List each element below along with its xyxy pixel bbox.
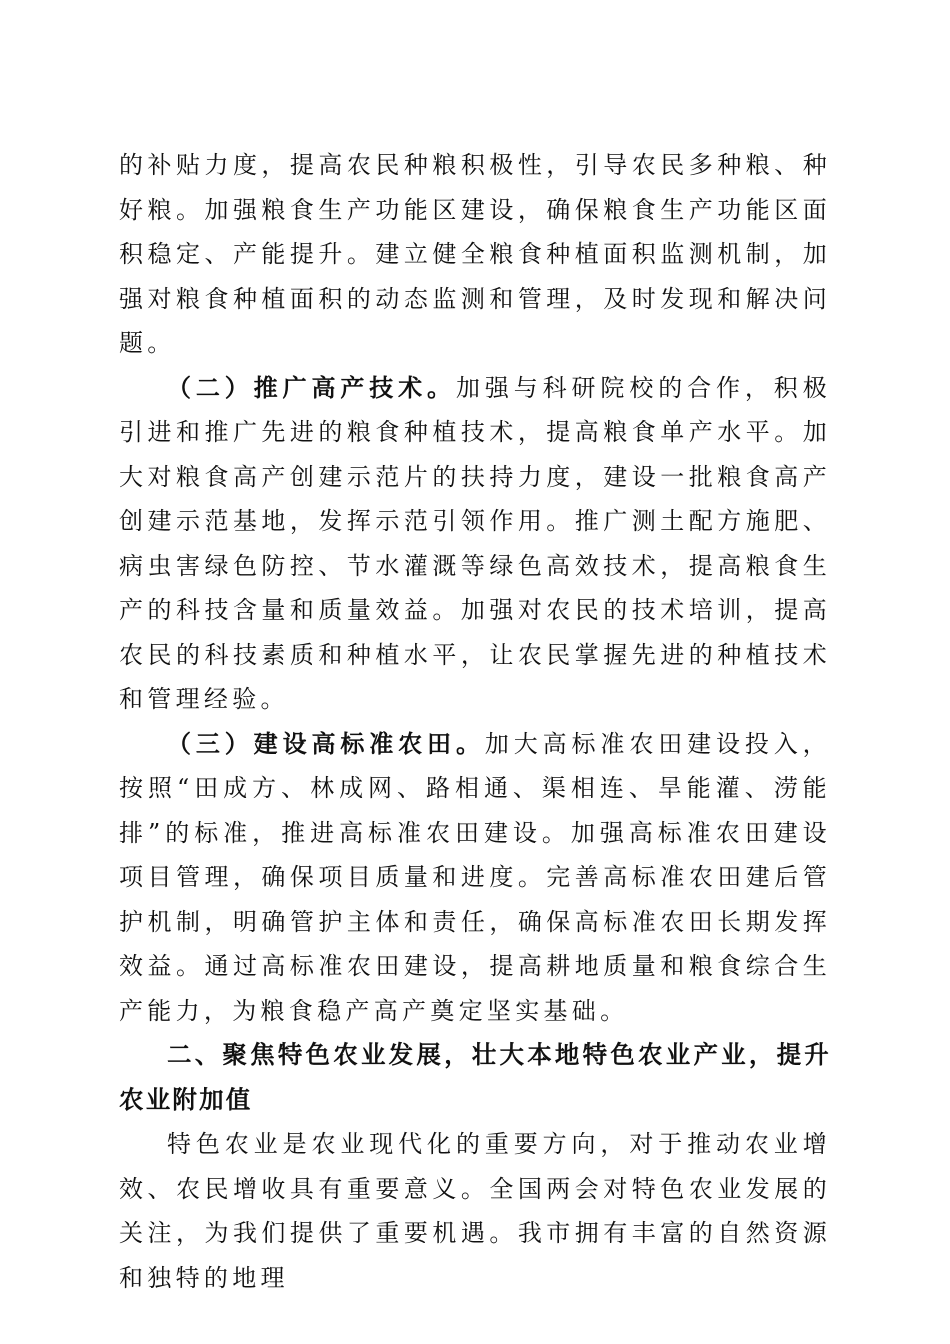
- paragraph-high-standard-farmland-body: 加大高标准农田建设投入，按照“田成方、林成网、路相通、渠相连、旱能灌、涝能排”的标准，推进高标准农田建设。加强高标准农田建设项目管理，确保项目质量和进度。完善高标准农田建后管护机制，明确管护主体和责任，确保高标准农田长期发挥效益。通过高标准农田建设，提高耕地质量和粮食综合生产能力，为粮食稳产高产奠定坚实基础。: [119, 729, 831, 1025]
- paragraph-specialty-agriculture: 特色农业是农业现代化的重要方向，对于推动农业增效、农民增收具有重要意义。全国两会对特色农业发展的关注，为我们提供了重要机遇。我市拥有丰富的自然资源和独特的地理: [119, 1130, 831, 1292]
- subheading-high-standard-farmland: （三）建设高标准农田。: [167, 728, 485, 758]
- paragraph-high-yield-tech-body: 加强与科研院校的合作，积极引进和推广先进的粮食种植技术，提高粮食单产水平。加大对粮食高产创建示范片的扶持力度，建设一批粮食高产创建示范基地，发挥示范引领作用。推广测土配方施肥、病虫害绿色防控、节水灌溉等绿色高效技术，提高粮食生产的科技含量和质量效益。加强对农民的技术培训，提高农民的科技素质和种植水平，让农民掌握先进的种植技术和管理经验。: [119, 373, 831, 713]
- paragraph-high-standard-farmland: [119, 722, 831, 1034]
- section-heading-specialty-agriculture: 二、聚焦特色农业发展，壮大本地特色农业产业，提升农业附加值: [119, 1040, 831, 1114]
- paragraph-high-yield-tech: [119, 366, 831, 722]
- paragraph-grain-subsidy: 的补贴力度，提高农民种粮积极性，引导农民多种粮、种好粮。加强粮食生产功能区建设，确保粮食生产功能区面积稳定、产能提升。建立健全粮食种植面积监测机制，加强对粮食种植面积的动态监测和管理，及时发现和解决问题。: [119, 151, 831, 357]
- document-body: [119, 143, 831, 1300]
- subheading-high-yield-tech: （二）推广高产技术。: [167, 372, 456, 402]
